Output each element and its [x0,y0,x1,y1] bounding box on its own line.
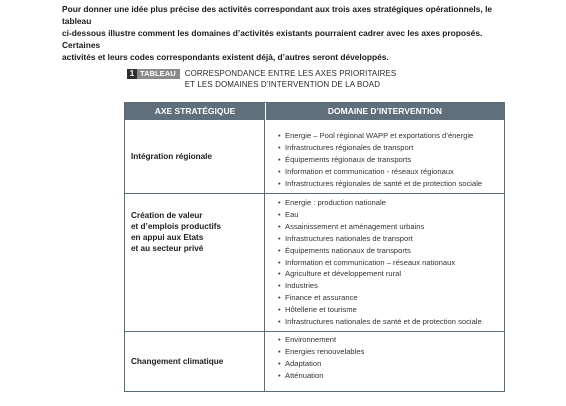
list-item [278,221,504,233]
bullet-icon: • [278,305,281,315]
bullet-icon: • [278,370,281,380]
list-item [278,130,504,142]
list-item [278,358,504,370]
bullet-icon: • [278,293,281,303]
list-item [278,178,504,190]
domaine-list [278,197,504,328]
domaine-text: Adaptation [285,358,322,368]
domaine-text: Information et communication - réseaux régionaux [285,166,454,176]
domaine-cell [265,120,504,193]
bullet-icon: • [278,257,281,267]
axe-label [131,356,223,367]
table-row [125,194,504,332]
bullet-icon: • [278,269,281,279]
domaine-text: Infrastructures nationales de santé et de protection sociale [285,317,482,327]
list-item [278,209,504,221]
intro-line-2: ci-dessous illustre comment les domaines d’activités existants pourraient cadrer avec les axes proposés. Certaines [62,28,483,50]
bullet-icon: • [278,131,281,140]
table-tag-label: TABLEAU [137,69,180,79]
list-item [278,233,504,245]
axe-cell [125,120,265,193]
list-item [278,346,504,358]
axe-label-line: Changement climatique [131,357,224,366]
domaine-cell [265,194,504,331]
table-title-line-1: CORRESPONDANCE ENTRE LES AXES PRIORITAIRES [184,69,397,78]
domaine-text: Équipements nationaux de transports [285,245,411,255]
axe-label-line: Intégration régionale [131,152,212,161]
list-item [278,280,504,292]
axe-label-line: et au secteur privé [131,244,204,253]
list-item [278,154,504,166]
list-item [278,304,504,316]
domaine-text: Assainissement et aménagement urbains [285,221,425,231]
domaine-text: Agriculture et développement rural [285,269,402,279]
domaine-text: Energies renouvelables [285,346,365,356]
domaine-text: Infrastructures nationales de transport [285,233,413,243]
bullet-icon: • [278,281,281,291]
list-item [278,334,504,346]
list-item [278,316,504,328]
bullet-icon: • [278,221,281,231]
bullet-icon: • [278,346,281,356]
intro-paragraph [62,3,502,63]
bullet-icon: • [278,317,281,327]
table-title-line-2: ET LES DOMAINES D’INTERVENTION DE LA BOAD [184,80,381,89]
axe-label [131,210,221,254]
header-domaine-intervention: DOMAINE D’INTERVENTION [327,106,443,116]
bullet-icon: • [278,233,281,243]
axe-label [131,151,212,162]
domaine-text: Energie – Pool régional WAPP et exportations d’énergie [285,131,474,140]
list-item [278,292,504,304]
bullet-icon: • [278,178,281,188]
domaine-text: Information et communication – réseaux nationaux [285,257,456,267]
list-item [278,268,504,280]
bullet-icon: • [278,335,281,344]
correspondence-table [124,102,505,392]
domaine-list [278,130,504,190]
list-item [278,245,504,257]
intro-line-3: activités et leurs codes correspondants existent déjà, d’autres seront développés. [62,52,389,62]
bullet-icon: • [278,166,281,176]
domaine-text: Eau [285,209,299,219]
domaine-text: Environnement [285,335,337,344]
axe-cell [125,332,265,391]
list-item [278,197,504,209]
list-item [278,166,504,178]
axe-label-line: Création de valeur [131,211,203,220]
list-item [278,257,504,269]
domaine-text: Infrastructures régionales de transport [285,142,414,152]
domaine-text: Finance et assurance [285,293,358,303]
domaine-cell [265,332,504,391]
bullet-icon: • [278,142,281,152]
table-header [125,103,504,120]
bullet-icon: • [278,209,281,219]
table-row [125,332,504,391]
table-caption [127,68,396,90]
bullet-icon: • [278,154,281,164]
domaine-list [278,334,504,382]
axe-cell [125,194,265,331]
bullet-icon: • [278,198,281,207]
domaine-text: Hôtellerie et tourisme [285,305,357,315]
table-row [125,120,504,194]
list-item [278,142,504,154]
intro-line-1: Pour donner une idée plus précise des activités correspondant aux trois axes stratégiques opérationnels, le tableau [62,4,493,26]
domaine-text: Energie : production nationale [285,198,386,207]
table-number: 1 [127,69,137,79]
domaine-text: Industries [285,281,318,291]
axe-label-line: et d’emplois productifs [131,222,222,231]
bullet-icon: • [278,245,281,255]
domaine-text: Équipements régionaux de transports [285,154,412,164]
domaine-text: Infrastructures régionales de santé et de protection sociale [285,178,483,188]
domaine-text: Atténuation [285,370,324,380]
table-title [185,68,397,90]
bullet-icon: • [278,358,281,368]
list-item [278,370,504,382]
axe-label-line: en appui aux Etats [131,233,204,242]
header-axe-strategique: AXE STRATÉGIQUE [125,103,266,120]
table-tag [127,69,180,79]
